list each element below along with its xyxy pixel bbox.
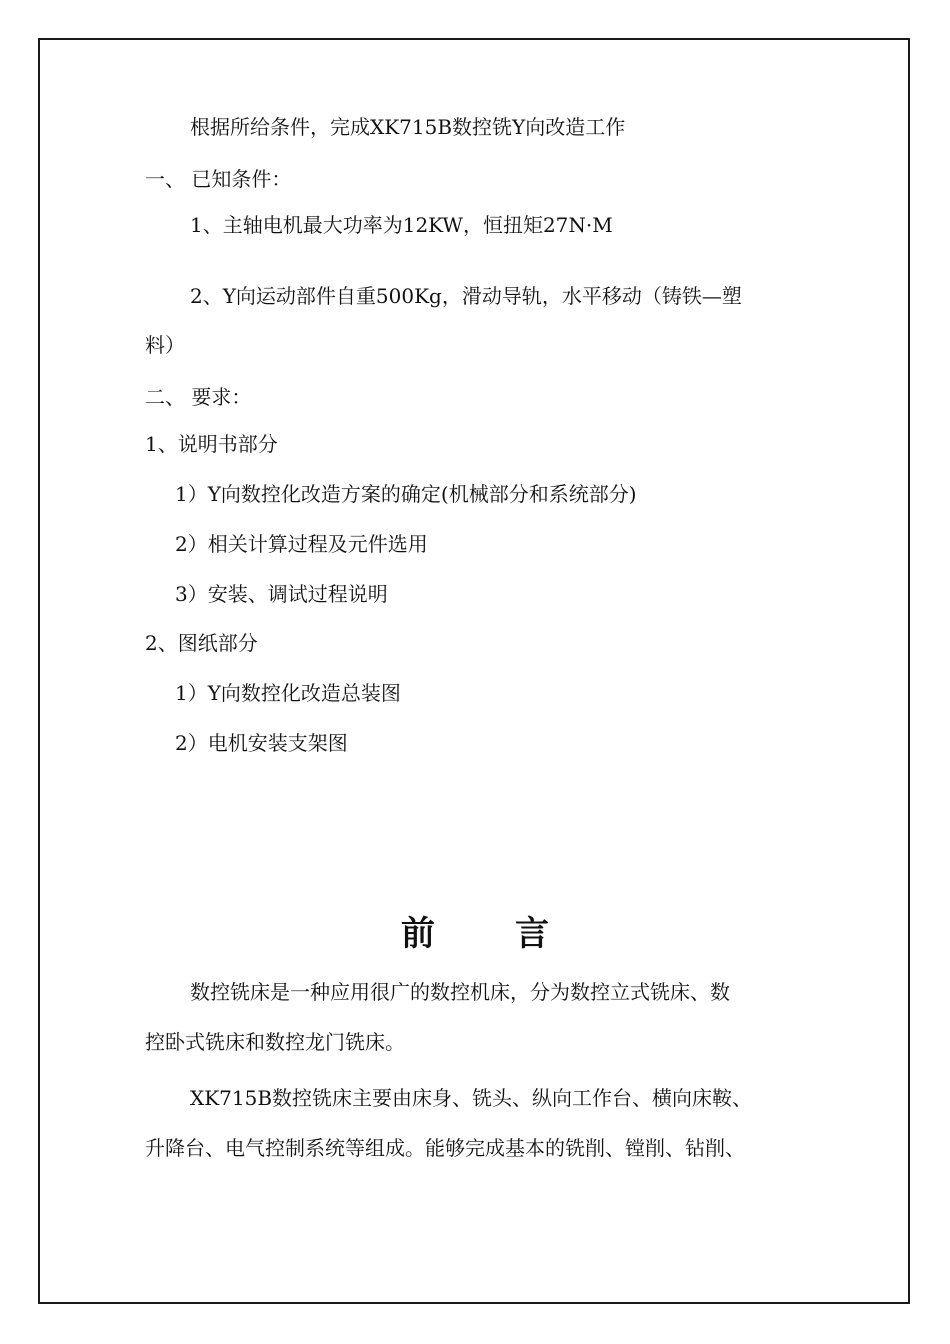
spec-item-2: 2）相关计算过程及元件选用: [175, 532, 428, 556]
drawing-item-1: 1）Y向数控化改造总装图: [175, 681, 401, 705]
drawing-item-2: 2）电机安装支架图: [175, 731, 348, 755]
spec-item-1: 1）Y向数控化改造方案的确定(机械部分和系统部分): [175, 482, 637, 506]
preface-title: 前言: [401, 914, 629, 954]
known-condition-2-continued: 料）: [145, 333, 185, 357]
known-condition-1: 1、主轴电机最大功率为12KW，恒扭矩27N·M: [190, 213, 613, 237]
preface-paragraph1-line2: 控卧式铣床和数控龙门铣床。: [145, 1030, 405, 1054]
preface-paragraph2-line2: 升降台、电气控制系统等组成。能够完成基本的铣削、镗削、钻削、: [145, 1136, 745, 1160]
spec-item-3: 3）安装、调试过程说明: [175, 582, 388, 606]
preface-paragraph2-line1: XK715B数控铣床主要由床身、铣头、纵向工作台、横向床鞍、: [190, 1086, 753, 1110]
preface-paragraph1-line1: 数控铣床是一种应用很广的数控机床，分为数控立式铣床、数: [190, 980, 730, 1004]
intro-line: 根据所给条件，完成XK715B数控铣Y向改造工作: [190, 115, 626, 139]
drawing-section-heading: 2、图纸部分: [145, 631, 258, 655]
spec-section-heading: 1、说明书部分: [145, 432, 278, 456]
requirements-heading: 二、 要求：: [145, 385, 252, 409]
known-condition-2: 2、Y向运动部件自重500Kg，滑动导轨，水平移动（铸铁—塑: [190, 284, 742, 308]
known-conditions-heading: 一、 已知条件：: [145, 167, 292, 191]
